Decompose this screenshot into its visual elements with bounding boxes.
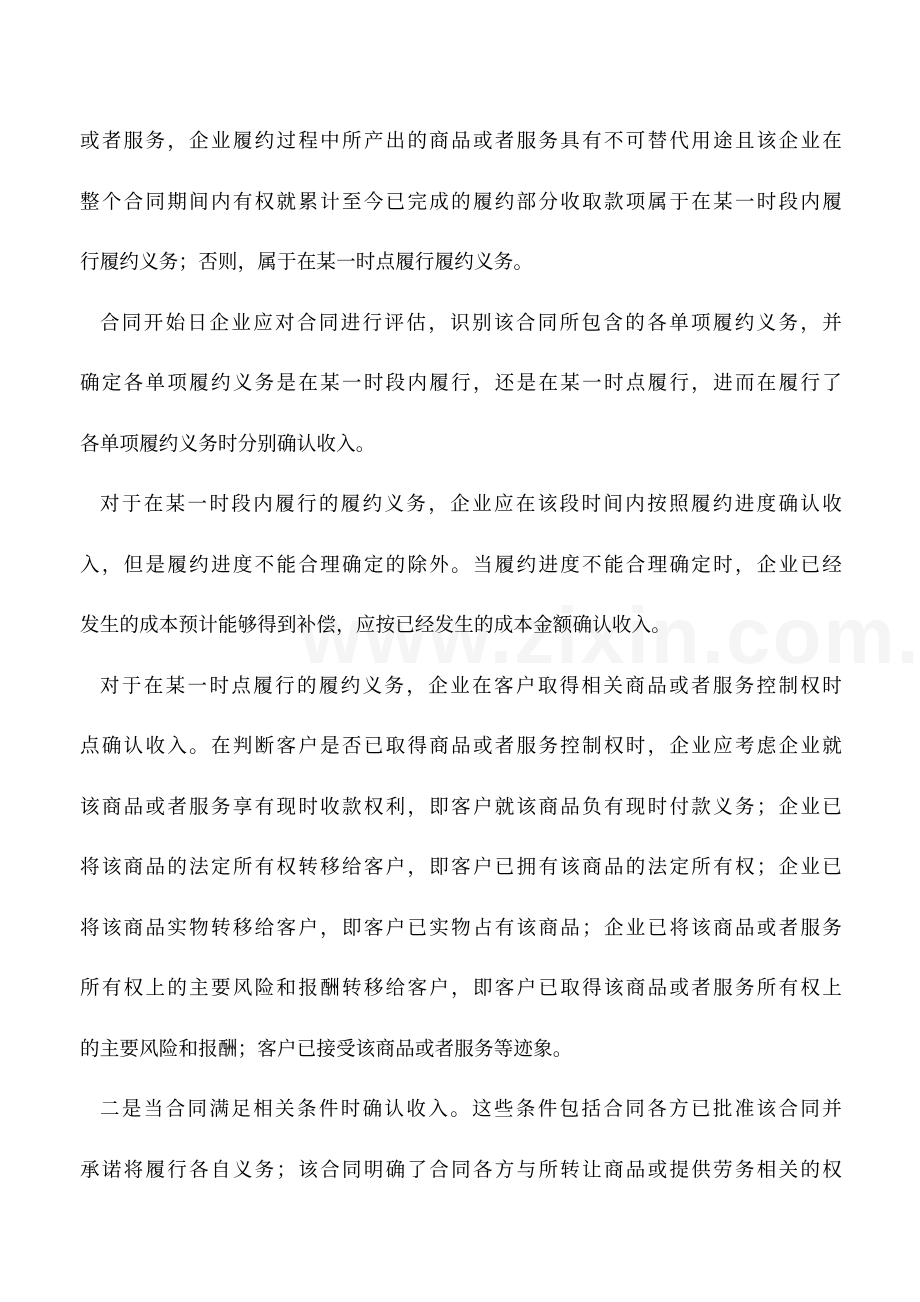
paragraph-line: 点确认收入。在判断客户是否已取得商品或者服务控制权时，企业应考虑企业就: [80, 734, 842, 757]
body-text: [80, 121, 842, 1210]
paragraph-line: 将该商品实物转移给客户，即客户已实物占有该商品；企业已将该商品或者服务: [80, 915, 842, 939]
paragraph-line: 合同开始日企业应对合同进行评估，识别该合同所包含的各单项履约义务，并: [100, 310, 842, 334]
paragraph-line: 将该商品的法定所有权转移给客户，即客户已拥有该商品的法定所有权；企业已: [80, 855, 842, 878]
paragraph-line: 所有权上的主要风险和报酬转移给客户，即客户已取得该商品或者服务所有权上: [80, 976, 842, 999]
paragraph-line: 或者服务，企业履约过程中所产出的商品或者服务具有不可替代用途且该企业在: [80, 129, 842, 152]
paragraph-line: 对于在某一时段内履行的履约义务，企业应在该段时间内按照履约进度确认收: [100, 492, 842, 515]
paragraph-line: 二是当合同满足相关条件时确认收入。这些条件包括合同各方已批准该合同并: [100, 1097, 842, 1120]
paragraph-line: 对于在某一时点履行的履约义务，企业在客户取得相关商品或者服务控制权时: [100, 673, 842, 697]
paragraph-line: 发生的成本预计能够得到补偿，应按已经发生的成本金额确认收入。: [80, 613, 672, 636]
paragraph-line: 整个合同期间内有权就累计至今已完成的履约部分收取款项属于在某一时段内履: [80, 189, 842, 213]
paragraph-line: 入，但是履约进度不能合理确定的除外。当履约进度不能合理确定时，企业已经: [80, 552, 842, 576]
paragraph-line: 该商品或者服务享有现时收款权利，即客户就该商品负有现时付款义务；企业已: [80, 794, 842, 818]
paragraph-line: 承诺将履行各自义务；该合同明确了合同各方与所转让商品或提供劳务相关的权: [80, 1157, 842, 1181]
paragraph-line: 确定各单项履约义务是在某一时段内履行，还是在某一时点履行，进而在履行了: [80, 371, 842, 394]
paragraph-line: 各单项履约义务时分别确认收入。: [80, 431, 376, 455]
paragraph-line: 的主要风险和报酬；客户已接受该商品或者服务等迹象。: [80, 1036, 573, 1060]
paragraph-line: 行履约义务；否则，属于在某一时点履行履约义务。: [80, 250, 534, 273]
